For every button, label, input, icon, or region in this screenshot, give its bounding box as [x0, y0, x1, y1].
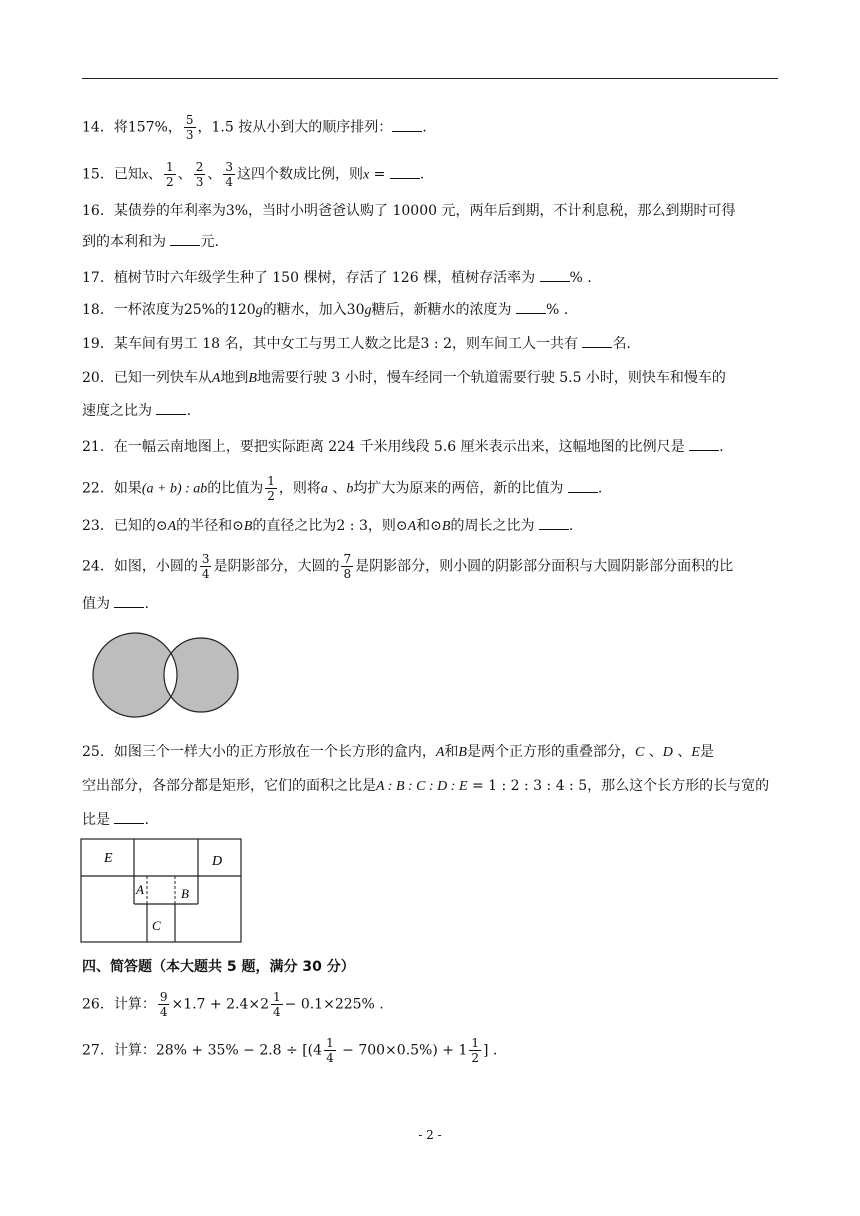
label-A: A [136, 882, 144, 897]
question-25-line2: 空出部分，各部分都是矩形，它们的面积之比是A : B : C : D : E = 1 : 2 : 3 : 4 : 5，那么这个长方形的长与宽的 [82, 778, 770, 794]
answer-blank[interactable] [689, 438, 719, 451]
answer-blank[interactable] [392, 119, 422, 132]
answer-blank[interactable] [170, 233, 200, 246]
question-14: 14．将157%， $\frac{5}{3}$ ，1.5 按从小到大的顺序排列： . [82, 113, 427, 142]
question-24-line2: 值为 . [82, 596, 149, 612]
question-27: 27．计算：28% + 35% − 2.8 ÷ [(4 $\frac{1}{4}$ − 700×0.5%) + 1 $\frac{1}{2}$ ] . [82, 1036, 498, 1065]
question-25-line3: 比是 . [82, 812, 149, 828]
answer-blank[interactable] [582, 335, 612, 348]
label-C: C [152, 918, 161, 933]
question-18: 18．一杯浓度为25%的120g的糖水，加入30g糖后，新糖水的浓度为 % . [82, 302, 569, 318]
figure-overlapping-circles [80, 632, 260, 718]
question-21: 21．在一幅云南地图上，要把实际距离 224 千米用线段 5.6 厘米表示出来，这幅地图的比例尺是 . [82, 439, 724, 455]
answer-blank[interactable] [568, 480, 598, 493]
answer-blank[interactable] [516, 301, 546, 314]
answer-blank[interactable] [156, 402, 186, 415]
question-19: 19．某车间有男工 18 名，其中女工与男工人数之比是3 : 2，则车间工人一共有 名. [82, 336, 631, 352]
answer-blank[interactable] [540, 269, 570, 282]
question-25: 25．如图三个一样大小的正方形放在一个长方形的盒内，A和B是两个正方形的重叠部分，C 、D 、E是 [82, 744, 714, 760]
header-rule [82, 78, 778, 79]
answer-blank[interactable] [539, 517, 569, 530]
answer-blank[interactable] [114, 595, 144, 608]
answer-blank[interactable] [390, 166, 420, 179]
question-17: 17．植树节时六年级学生种了 150 棵树，存活了 126 棵，植树存活率为 % . [82, 270, 592, 286]
label-B: B [181, 886, 189, 901]
question-16-line2: 到的本利和为 元. [82, 234, 219, 250]
section-heading: 四、简答题（本大题共 5 题，满分 30 分） [82, 959, 355, 975]
fraction: $\frac{5}{3}$ [185, 113, 194, 142]
question-16: 16．某债券的年利率为3%，当时小明爸爸认购了 10000 元，两年后到期，不计利息税，那么到期时可得 [82, 203, 736, 219]
question-24: 24．如图，小圆的 $\frac{3}{4}$ 是阴影部分，大圆的 $\frac{7}{8}$ 是阴影部分，则小圆的阴影部分面积与大圆阴影部分面积的比 [82, 552, 734, 581]
label-D: D [212, 854, 223, 869]
question-15: 15．已知x、 $\frac{1}{2}$ 、 $\frac{2}{3}$ 、 $\frac{3}{4}$ 这四个数成比例，则x = . [82, 160, 425, 189]
question-23: 23．已知的⊙A的半径和⊙B的直径之比为2 : 3，则⊙A和⊙B的周长之比为 . [82, 518, 574, 534]
question-26: 26．计算： $\frac{9}{4}$ ×1.7 + 2.4×2 $\frac{1}{4}$ − 0.1×225% . [82, 990, 384, 1019]
question-20-line2: 速度之比为 . [82, 403, 191, 419]
question-20: 20．已知一列快车从A地到B地需要行驶 3 小时，慢车经同一个轨道需要行驶 5.5 小时，则快车和慢车的 [82, 370, 726, 386]
figure-rectangle-squares [80, 838, 244, 944]
page-number: - 2 - [418, 1128, 442, 1142]
answer-blank[interactable] [114, 811, 144, 824]
label-E: E [104, 851, 113, 866]
question-22: 22．如果(a + b) : ab的比值为 $\frac{1}{2}$ ，则将a 、b均扩大为原来的两倍，新的比值为 . [82, 474, 603, 503]
